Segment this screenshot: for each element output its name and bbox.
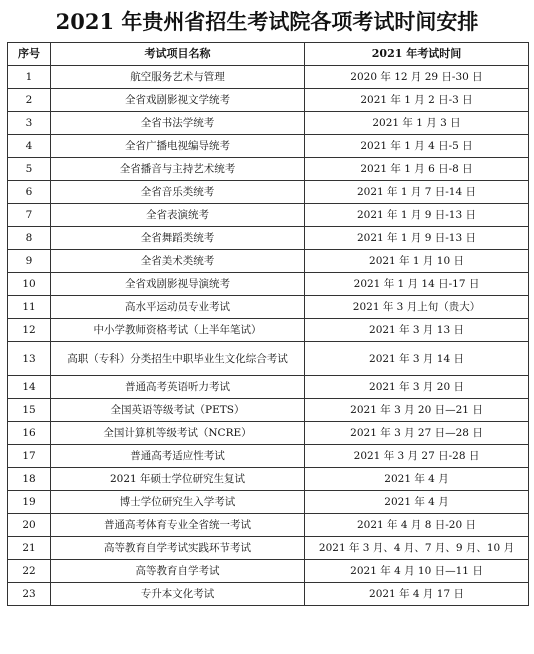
- table-row: [8, 112, 529, 135]
- table-row: [8, 296, 529, 319]
- exam-name: 专升本文化考试: [51, 583, 305, 606]
- exam-time: 2021 年 3 月上旬（贵大）: [305, 296, 529, 319]
- table-row: [8, 158, 529, 181]
- exam-time: 2021 年 4 月 10 日—11 日: [305, 560, 529, 583]
- row-number: 20: [8, 514, 51, 537]
- row-number: 19: [8, 491, 51, 514]
- exam-name: 全省音乐类统考: [51, 181, 305, 204]
- row-number: 16: [8, 422, 51, 445]
- row-number: 15: [8, 399, 51, 422]
- exam-time: 2020 年 12 月 29 日-30 日: [305, 66, 529, 89]
- row-number: 1: [8, 66, 51, 89]
- exam-name: 全省书法学统考: [51, 112, 305, 135]
- exam-name: 高水平运动员专业考试: [51, 296, 305, 319]
- row-number: 6: [8, 181, 51, 204]
- exam-time: 2021 年 1 月 2 日-3 日: [305, 89, 529, 112]
- table-row: [8, 66, 529, 89]
- row-number: 8: [8, 227, 51, 250]
- row-number: 3: [8, 112, 51, 135]
- exam-name: 普通高考英语听力考试: [51, 376, 305, 399]
- exam-time: 2021 年 1 月 14 日-17 日: [305, 273, 529, 296]
- header-exam-name: 考试项目名称: [51, 43, 305, 66]
- exam-time: 2021 年 1 月 6 日-8 日: [305, 158, 529, 181]
- exam-name: 航空服务艺术与管理: [51, 66, 305, 89]
- table-header-row: [8, 43, 529, 66]
- row-number: 9: [8, 250, 51, 273]
- exam-name: 高等教育自学考试实践环节考试: [51, 537, 305, 560]
- table-row: [8, 250, 529, 273]
- exam-name: 普通高考适应性考试: [51, 445, 305, 468]
- exam-time: 2021 年 3 月 14 日: [305, 342, 529, 376]
- exam-time: 2021 年 3 月 20 日: [305, 376, 529, 399]
- table-row: [8, 135, 529, 158]
- exam-name: 全国计算机等级考试（NCRE）: [51, 422, 305, 445]
- row-number: 10: [8, 273, 51, 296]
- exam-name: 博士学位研究生入学考试: [51, 491, 305, 514]
- exam-name: 高等教育自学考试: [51, 560, 305, 583]
- exam-time: 2021 年 1 月 3 日: [305, 112, 529, 135]
- row-number: 11: [8, 296, 51, 319]
- exam-time: 2021 年 4 月: [305, 468, 529, 491]
- table-row: [8, 89, 529, 112]
- table-row: [8, 491, 529, 514]
- page-title: 2021 年贵州省招生考试院各项考试时间安排: [55, 9, 479, 34]
- exam-time: 2021 年 3 月、4 月、7 月、9 月、10 月: [305, 537, 529, 560]
- row-number: 4: [8, 135, 51, 158]
- row-number: 23: [8, 583, 51, 606]
- exam-time: 2021 年 1 月 10 日: [305, 250, 529, 273]
- exam-schedule-table: [7, 42, 529, 606]
- header-number: 序号: [8, 43, 51, 66]
- row-number: 12: [8, 319, 51, 342]
- exam-time: 2021 年 3 月 27 日-28 日: [305, 445, 529, 468]
- row-number: 22: [8, 560, 51, 583]
- exam-name: 全省舞蹈类统考: [51, 227, 305, 250]
- exam-name: 全省表演统考: [51, 204, 305, 227]
- row-number: 7: [8, 204, 51, 227]
- exam-name: 全国英语等级考试（PETS）: [51, 399, 305, 422]
- row-number: 2: [8, 89, 51, 112]
- row-number: 14: [8, 376, 51, 399]
- exam-name: 全省播音与主持艺术统考: [51, 158, 305, 181]
- header-exam-time: 2021 年考试时间: [305, 43, 529, 66]
- exam-time: 2021 年 3 月 27 日—28 日: [305, 422, 529, 445]
- exam-time: 2021 年 1 月 4 日-5 日: [305, 135, 529, 158]
- table-row: [8, 376, 529, 399]
- exam-time: 2021 年 3 月 13 日: [305, 319, 529, 342]
- exam-name: 高职（专科）分类招生中职毕业生文化综合考试: [51, 342, 305, 376]
- table-row: [8, 204, 529, 227]
- exam-name: 中小学教师资格考试（上半年笔试）: [51, 319, 305, 342]
- exam-name: 全省美术类统考: [51, 250, 305, 273]
- exam-time: 2021 年 1 月 7 日-14 日: [305, 181, 529, 204]
- exam-name: 全省戏剧影视导演统考: [51, 273, 305, 296]
- exam-time: 2021 年 1 月 9 日-13 日: [305, 204, 529, 227]
- row-number: 18: [8, 468, 51, 491]
- table-row: [8, 181, 529, 204]
- exam-name: 2021 年硕士学位研究生复试: [51, 468, 305, 491]
- table-row: [8, 514, 529, 537]
- table-body: [8, 66, 529, 606]
- row-number: 5: [8, 158, 51, 181]
- exam-time: 2021 年 1 月 9 日-13 日: [305, 227, 529, 250]
- exam-time: 2021 年 3 月 20 日—21 日: [305, 399, 529, 422]
- table-row: [8, 583, 529, 606]
- exam-time: 2021 年 4 月: [305, 491, 529, 514]
- exam-name: 全省广播电视编导统考: [51, 135, 305, 158]
- exam-time: 2021 年 4 月 17 日: [305, 583, 529, 606]
- exam-name: 全省戏剧影视文学统考: [51, 89, 305, 112]
- exam-time: 2021 年 4 月 8 日-20 日: [305, 514, 529, 537]
- row-number: 21: [8, 537, 51, 560]
- table-row: [8, 273, 529, 296]
- table-row: [8, 445, 529, 468]
- table-row: [8, 399, 529, 422]
- table-row: [8, 319, 529, 342]
- table-row: [8, 227, 529, 250]
- row-number: 13: [8, 342, 51, 376]
- table-row: [8, 468, 529, 491]
- row-number: 17: [8, 445, 51, 468]
- table-row: [8, 342, 529, 376]
- table-row: [8, 560, 529, 583]
- table-row: [8, 422, 529, 445]
- exam-name: 普通高考体育专业全省统一考试: [51, 514, 305, 537]
- table-row: [8, 537, 529, 560]
